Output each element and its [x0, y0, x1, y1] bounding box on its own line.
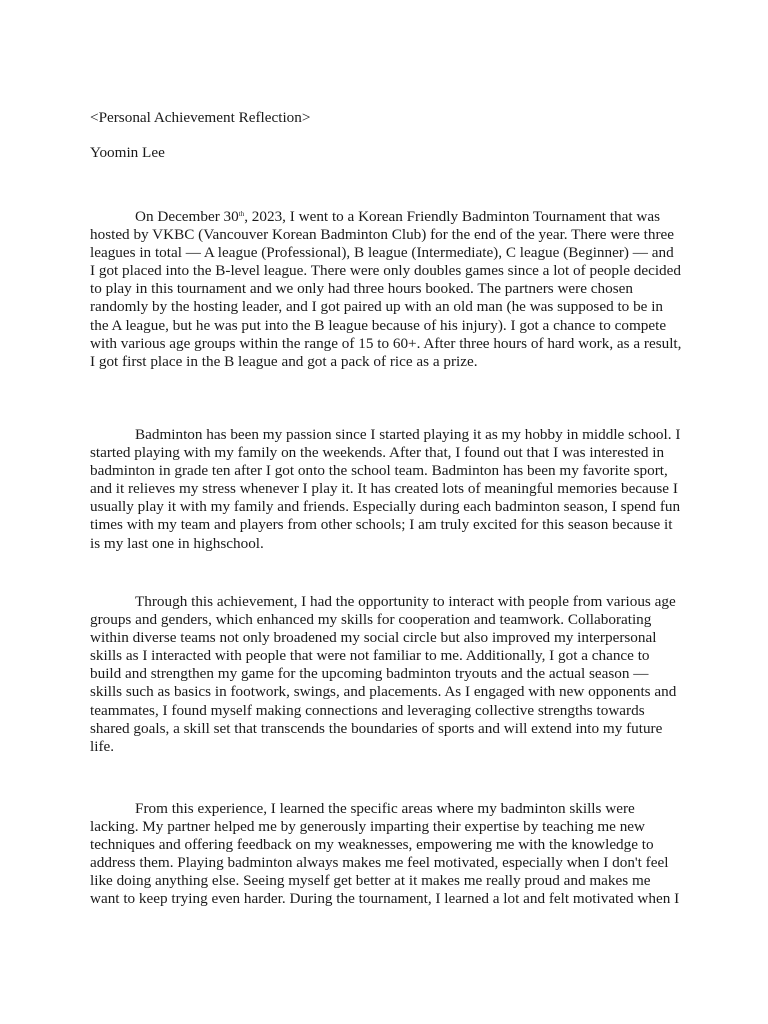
- paragraph-line: groups and genders, which enhanced my skills for cooperation and teamwork. Collaborating: [90, 611, 652, 629]
- author-name: Yoomin Lee: [90, 144, 165, 161]
- ordinal-superscript: th: [238, 210, 245, 218]
- paragraph-line: build and strengthen my game for the upcoming badminton tryouts and the actual season —: [90, 665, 649, 683]
- paragraph-line: is my last one in highschool.: [90, 534, 264, 552]
- paragraph-line: to play in this tournament and we only had three hours booked. The partners were chosen: [90, 280, 633, 298]
- paragraph-line: and it relieves my stress whenever I play it. It has created lots of meaningful memories because I: [90, 480, 678, 498]
- paragraph-line: started playing with my family on the weekends. After that, I found out that I was interested in: [90, 444, 665, 462]
- paragraph-line: with various age groups within the range of 15 to 60+. After three hours of hard work, as a result,: [90, 334, 682, 352]
- paragraph-line: randomly by the hosting leader, and I got paired up with an old man (he was supposed to be in: [90, 298, 664, 316]
- paragraph-line: badminton in grade ten after I got onto the school team. Badminton has been my favorite sport,: [90, 462, 668, 480]
- paragraph-line: teammates, I found myself making connections and leveraging collective strengths towards: [90, 701, 645, 719]
- paragraph-line: within diverse teams not only broadened my social circle but also improved my interpersonal: [90, 629, 657, 647]
- paragraph-line: On December 30th, 2023, I went to a Korean Friendly Badminton Tournament that was: [135, 208, 661, 225]
- paragraph-line: usually play it with my family and friends. Especially during each badminton season, I spend fun: [90, 498, 681, 516]
- paragraph-line: leagues in total — A league (Professional), B league (Intermediate), C league (Beginner) — and: [90, 244, 674, 262]
- paragraph-line: the A league, but he was put into the B league because of his injury). I got a chance to compete: [90, 316, 667, 334]
- paragraph-4: [90, 800, 690, 909]
- paragraph-line: want to keep trying even harder. During the tournament, I learned a lot and felt motivated when I: [90, 890, 680, 908]
- paragraph-line: lacking. My partner helped me by generously imparting their expertise by teaching me new: [90, 818, 646, 836]
- document-heading: <Personal Achievement Reflection>: [90, 109, 311, 126]
- paragraph-line: life.: [90, 737, 115, 755]
- paragraph-line: techniques and offering feedback on my weaknesses, empowering me with the knowledge to: [90, 836, 654, 854]
- paragraph-line: skills as I interacted with people that were not familiar to me. Additionally, I got a chance to: [90, 647, 650, 665]
- paragraph-line: Through this achievement, I had the opportunity to interact with people from various age: [135, 593, 676, 610]
- paragraph-line: shared goals, a skill set that transcends the boundaries of sports and will extend into my future: [90, 719, 663, 737]
- paragraph-1: [90, 208, 690, 371]
- paragraph-line: like doing anything else. Seeing myself get better at it makes me really proud and makes me: [90, 872, 651, 890]
- paragraph-line: I got placed into the B-level league. There were only doubles games since a lot of people decided: [90, 262, 681, 280]
- paragraph-line: skills such as basics in footwork, swings, and placements. As I engaged with new opponents and: [90, 683, 677, 701]
- paragraph-line: Badminton has been my passion since I started playing it as my hobby in middle school. I: [135, 426, 681, 443]
- paragraph-3: [90, 593, 690, 756]
- paragraph-line: hosted by VKBC (Vancouver Korean Badminton Club) for the end of the year. There were three: [90, 226, 674, 244]
- paragraph-line: From this experience, I learned the specific areas where my badminton skills were: [135, 800, 635, 817]
- paragraph-line: I got first place in the B league and got a pack of rice as a prize.: [90, 352, 478, 370]
- paragraph-line: times with my team and players from other schools; I am truly excited for this season because it: [90, 516, 673, 534]
- paragraph-2: [90, 426, 690, 553]
- paragraph-line: address them. Playing badminton always makes me feel motivated, especially when I don't feel: [90, 854, 669, 872]
